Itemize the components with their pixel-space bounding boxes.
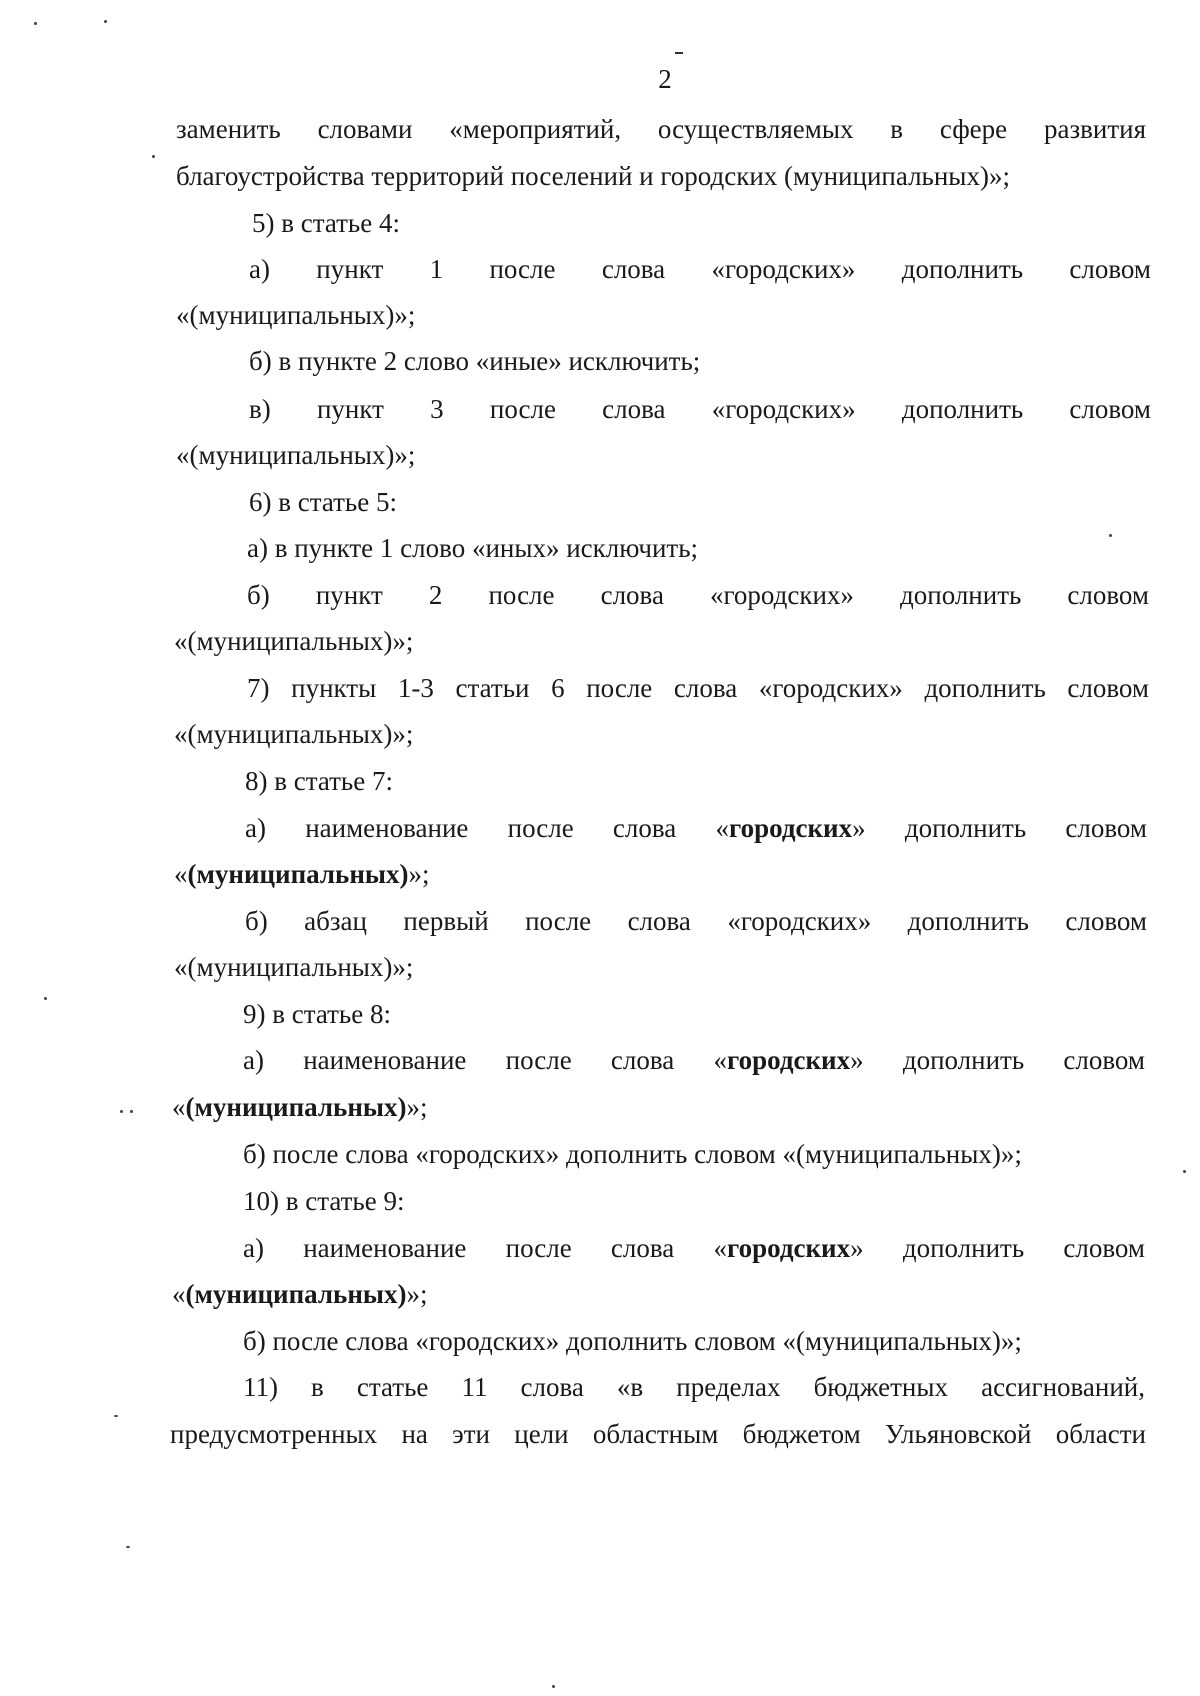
- scan-speck: [104, 20, 107, 23]
- text-line: а) пункт 1 после слова «городских» дополнить словом: [249, 254, 1151, 284]
- scan-speck: [1109, 534, 1112, 537]
- bold-term: городских: [727, 1233, 851, 1263]
- header-mark: [675, 52, 683, 54]
- bold-term: городских: [727, 1045, 851, 1075]
- bold-term: городских: [729, 813, 853, 843]
- scan-speck: [34, 22, 37, 25]
- bold-term: (муниципальных): [185, 1092, 407, 1122]
- text-line: б) в пункте 2 слово «иные» исключить;: [249, 346, 701, 376]
- bold-term: (муниципальных): [185, 1279, 407, 1309]
- text-line: «(муниципальных)»;: [174, 626, 414, 656]
- text-line: б) абзац первый после слова «городских» дополнить словом: [245, 906, 1147, 936]
- text-line: 7) пункты 1-3 статьи 6 после слова «городских» дополнить словом: [247, 673, 1149, 703]
- text-line: 10) в статье 9:: [243, 1186, 405, 1216]
- text-line: заменить словами «мероприятий, осуществляемых в сфере развития: [176, 114, 1146, 144]
- text-line: в) пункт 3 после слова «городских» дополнить словом: [249, 394, 1151, 424]
- text-line: благоустройства территорий поселений и городских (муниципальных)»;: [176, 161, 1010, 191]
- text-line: б) пункт 2 после слова «городских» дополнить словом: [247, 580, 1149, 610]
- scan-speck: [152, 155, 155, 158]
- scan-speck: [552, 1685, 555, 1688]
- scan-speck: [130, 1110, 133, 1113]
- text-line: 8) в статье 7:: [245, 766, 393, 796]
- text-line: а) в пункте 1 слово «иных» исключить;: [247, 533, 699, 563]
- text-line: «(муниципальных)»;: [172, 1279, 428, 1309]
- scan-speck: [44, 997, 47, 1000]
- text-line: предусмотренных на эти цели областным бюджетом Ульяновской области: [170, 1419, 1146, 1449]
- scan-speck: [114, 1415, 118, 1417]
- scan-speck: [126, 1546, 130, 1548]
- text-line: 5) в статье 4:: [252, 208, 400, 238]
- text-line: 6) в статье 5:: [249, 487, 397, 517]
- text-line: «(муниципальных)»;: [174, 859, 430, 889]
- scan-speck: [120, 1110, 123, 1113]
- page-number: 2: [658, 64, 672, 94]
- text-line: а) наименование после слова «городских» дополнить словом: [245, 813, 1147, 843]
- text-line: 11) в статье 11 слова «в пределах бюджетных ассигнований,: [243, 1372, 1145, 1402]
- text-line: «(муниципальных)»;: [176, 300, 416, 330]
- text-line: «(муниципальных)»;: [172, 1092, 428, 1122]
- text-line: б) после слова «городских» дополнить словом «(муниципальных)»;: [243, 1326, 1022, 1356]
- text-line: «(муниципальных)»;: [176, 440, 416, 470]
- text-line: «(муниципальных)»;: [174, 719, 414, 749]
- text-line: «(муниципальных)»;: [174, 952, 414, 982]
- text-line: а) наименование после слова «городских» дополнить словом: [243, 1233, 1145, 1263]
- text-line: а) наименование после слова «городских» дополнить словом: [243, 1045, 1145, 1075]
- text-line: 9) в статье 8:: [243, 999, 391, 1029]
- bold-term: (муниципальных): [187, 859, 409, 889]
- scan-speck: [1183, 1170, 1186, 1173]
- text-line: б) после слова «городских» дополнить словом «(муниципальных)»;: [243, 1139, 1022, 1169]
